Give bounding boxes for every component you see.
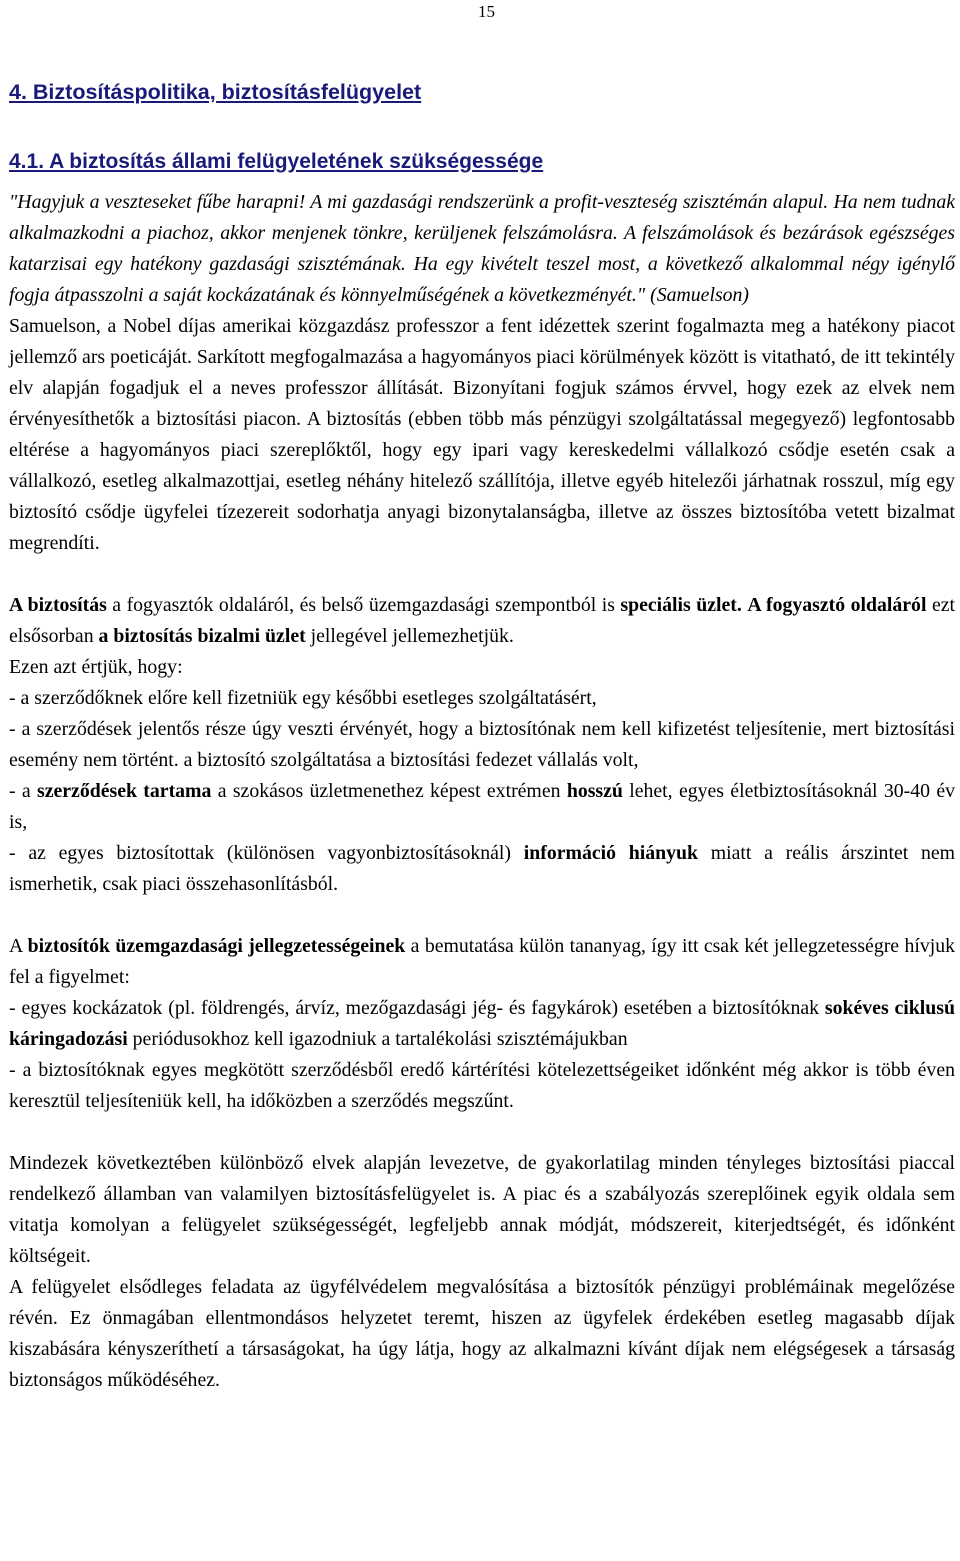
paragraph-spacer (9, 900, 955, 931)
section-heading: 4.1. A biztosítás állami felügyeletének szükségessége (9, 150, 544, 173)
bold-phrase: hosszú (566, 780, 623, 802)
bold-phrase: sokéves ciklusú káringadozási (9, 997, 955, 1050)
paragraph-insurer-features (9, 931, 955, 993)
bold-phrase: A fogyasztó oldaláról (747, 594, 927, 616)
bold-phrase: a biztosítás bizalmi üzlet (98, 625, 306, 647)
bold-phrase: szerződések tartama (37, 780, 212, 802)
list-item: - a biztosítóknak egyes megkötött szerződésből eredő kártérítési kötelezettségeiket időnként még akkor is több éven keresztül teljesíteniük kell, ha időközben a szerződés megszűnt. (9, 1059, 955, 1112)
bold-phrase: speciális üzlet. (620, 594, 742, 616)
text-span: miatt a reális árszintet nem ismerhetik, csak piaci összehasonlításból. (9, 842, 956, 895)
text-span: - az egyes biztosítottak (különösen vagyonbiztosításoknál) (9, 842, 524, 864)
paragraph-supervision-task: A felügyelet elsődleges feladata az ügyfélvédelem megvalósítása a biztosítók pénzügyi problémáinak megelőzése révén. Ez önmagában ellentmondásos helyzetet teremt, hiszen az ügyfelek érdekében esetleg magasabb díjak kiszabására kényszeríthetí a társaságokat, ha úgy látja, hogy az alkalmazni kívánt díjak nem elégségesek a társaság biztonságos működéséhez. (9, 1276, 955, 1391)
text-span: - a (9, 780, 38, 802)
text-span: A (9, 935, 28, 957)
text-span: a bemutatása külön tananyag, így itt csak két jellegzetességre hívjuk fel a figyelmet: (9, 935, 956, 988)
paragraph-spacer (9, 1117, 955, 1148)
text-span: - egyes kockázatok (pl. földrengés, árvíz, mezőgazdasági jég- és fagykárok) esetében a biztosítóknak (9, 997, 825, 1019)
samuelson-quote: "Hagyjuk a veszteseket fűbe harapni! A mi gazdasági rendszerünk a profit-veszteség szisztémán alapul. Ha nem tudnak alkalmazkodni a piachoz, akkor menjenek tönkre, kerüljenek felszámolásra. A felszámolások és bezárások egészséges katarzisai egy hatékony gazdasági szisztémának. Ha egy kivételt teszel most, a következő alkalommal négy igénylő fogja átpasszolni a saját kockázatának és könnyelműségének a következményét." (Samuelson) (9, 191, 955, 306)
paragraph-supervision: Mindezek következtében különböző elvek alapján levezetve, de gyakorlatilag minden tényleges biztosítási piaccal rendelkező államban van valamilyen biztosításfelügyelet is. A piac és a szabályozás szereplőinek egyik oldala sem vitatja komolyan a felügyelet szükségességét, legfeljebb annak módját, módszereit, kiterjedtségét, és időnként költségeit. (9, 1152, 955, 1267)
paragraph-spacer (9, 559, 955, 590)
list-item (9, 993, 955, 1055)
list-item (9, 838, 955, 900)
list-item: - a szerződőknek előre kell fizetniük egy későbbi esetleges szolgáltatásért, (9, 687, 597, 709)
text-span: jellegével jellemezhetjük. (305, 625, 514, 647)
chapter-heading: 4. Biztosításpolitika, biztosításfelügyelet (9, 80, 422, 104)
paragraph-samuelson: Samuelson, a Nobel díjas amerikai közgazdász professzor a fent idézettek szerint fogalmazta meg a hatékony piacot jellemző ars poeticáját. Sarkított megfogalmazása a hagyományos piaci körülmények között is vitatható, de itt tekintély elv alapján fogadjuk el a neves professzor állítását. Bizonyítani fogjuk számos érvvel, hogy ezek az elvek nem érvényesíthetők a biztosítási piacon. A biztosítás (ebben több más pénzügyi szolgáltatással megegyező) legfontosabb eltérése a hagyományos piaci szereplőktől, hogy egy ipari vagy kereskedelmi vállalkozó csődje esetén csak a vállalkozó, esetleg alkalmazottjai, esetleg néhány hitelező szállítója, illetve egyéb hitelezői járhatnak rosszul, míg egy biztosító csődje ügyfelei tízezereit sodorhatja anyagi bizonytalanságba, illetve az összes biztosítóba vetett bizalmat megrendíti. (9, 315, 955, 554)
text-span: a szokásos üzletmenethez képest extrémen (211, 780, 567, 802)
text-span: a fogyasztók oldaláról, és belső üzemgazdasági szempontból is (106, 594, 621, 616)
text-span: periódusokhoz kell igazodniuk a tartalékolási szisztémájukban (127, 1028, 628, 1050)
list-item: - a szerződések jelentős része úgy veszti érvényét, hogy a biztosítónak nem kell kifizetést teljesítenie, mert biztosítási esemény nem történt. a biztosító szolgáltatása a biztosítási fedezet vállalás volt, (9, 718, 955, 771)
list-item (9, 776, 955, 838)
text-span: lehet, egyes életbiztosításoknál 30-40 év is, (9, 780, 955, 833)
bold-phrase: biztosítók üzemgazdasági jellegzetességeinek (27, 935, 406, 957)
bold-phrase: A biztosítás (9, 594, 107, 616)
page-number: 15 (478, 2, 495, 21)
list-intro: Ezen azt értjük, hogy: (9, 656, 183, 678)
paragraph-special-business (9, 590, 955, 652)
text-span: ezt elsősorban (9, 594, 956, 647)
bold-phrase: információ hiányuk (523, 842, 699, 864)
document-body (9, 74, 955, 1396)
